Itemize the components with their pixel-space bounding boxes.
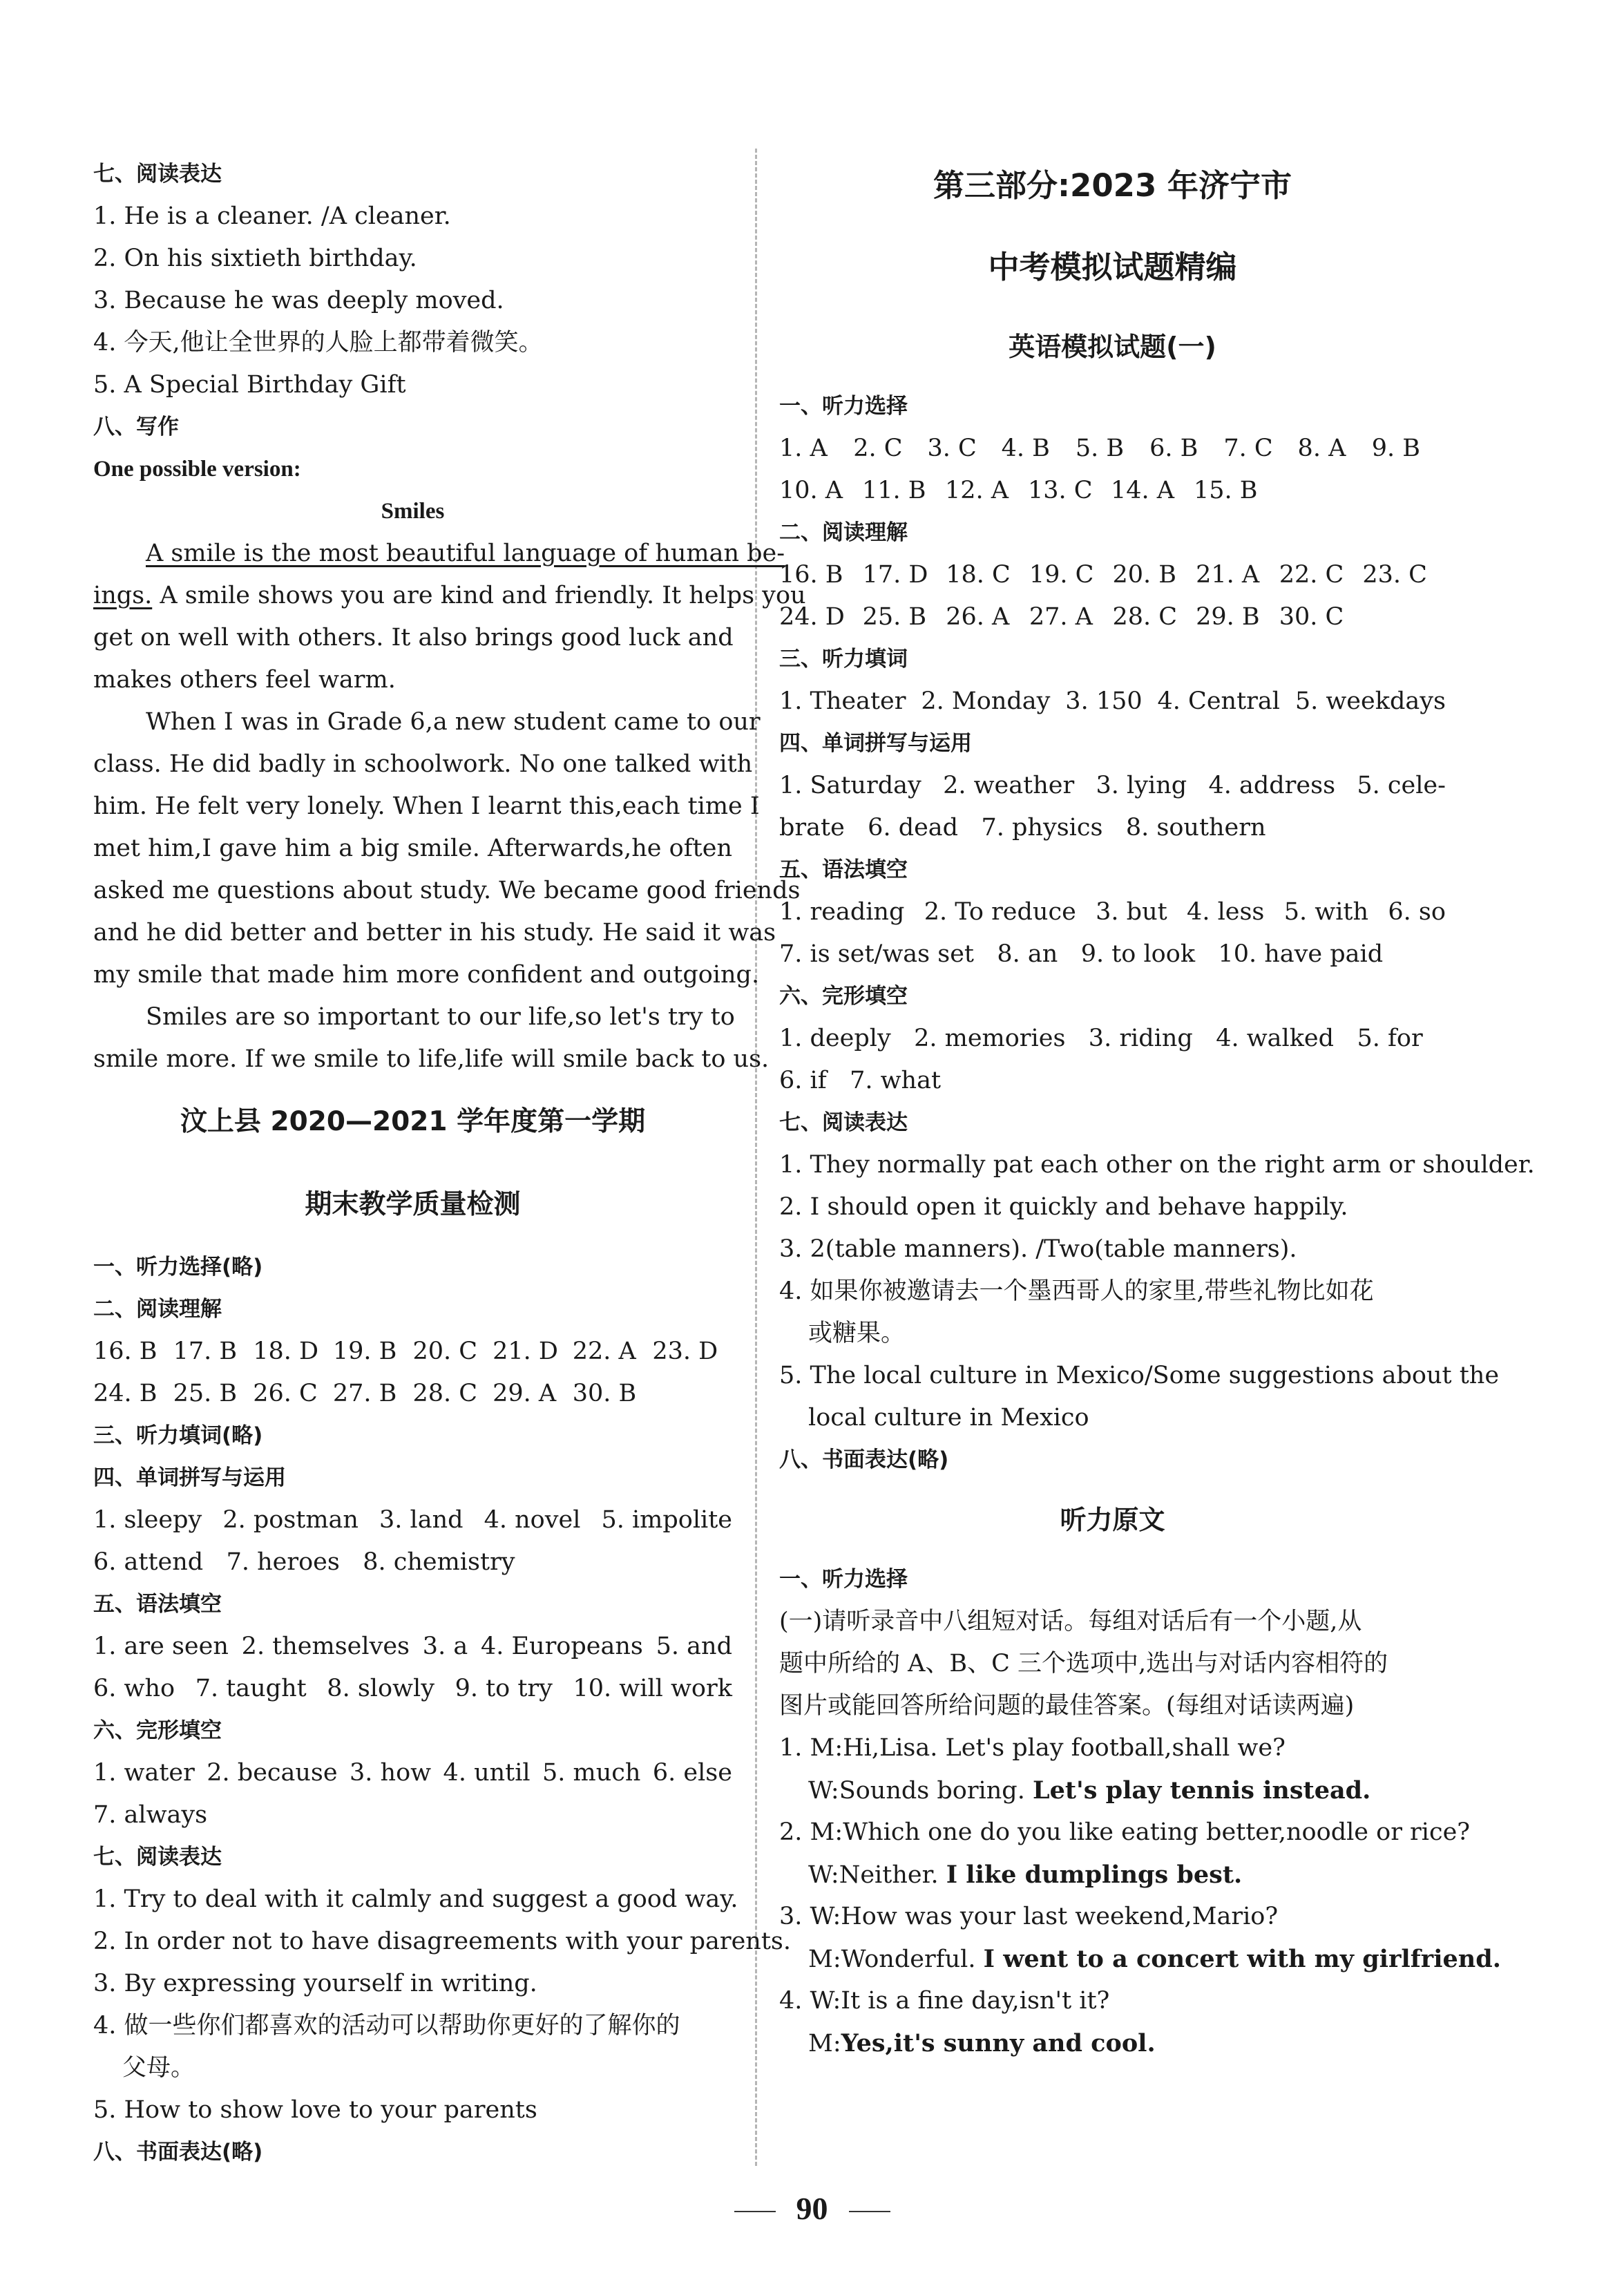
essay-text: A smile shows you are kind and friendly. It helps you (152, 582, 806, 609)
answer-row (779, 470, 1446, 512)
answer-line: 父母。 (122, 2054, 195, 2082)
answer-line: 3. Because he was deeply moved. (93, 287, 504, 314)
answer: 16. B (93, 1338, 157, 1365)
answer-row (779, 807, 1446, 849)
answer: 7. taught (195, 1675, 307, 1702)
dialogue-line: 4. W:It is a fine day,isn't it? (779, 1987, 1110, 2015)
answer: 4. walked (1216, 1025, 1335, 1052)
page-footer (0, 2190, 1624, 2227)
answer: 3. 150 (1065, 687, 1143, 715)
answer-row (779, 596, 1446, 638)
answer: 6. B (1149, 435, 1198, 462)
answer: 17. B (173, 1338, 238, 1365)
answer: 4. B (1001, 435, 1050, 462)
footer-dash (849, 2211, 890, 2212)
section-heading: 一、听力选择(略) (93, 1255, 263, 1280)
answer: 16. B (779, 561, 843, 589)
answer-row (779, 765, 1446, 807)
answer: 1. are seen (93, 1633, 229, 1660)
dialogue-line: 3. W:How was your last weekend,Mario? (779, 1903, 1279, 1930)
essay-line: Smiles are so important to our life,so let's try to (146, 1003, 735, 1031)
instruction-line: 题中所给的 A、B、C 三个选项中,选出与对话内容相符的 (779, 1650, 1388, 1677)
answer: 1. deeply (779, 1025, 891, 1052)
answer: 6. if (779, 1067, 827, 1094)
answer: 2. To reduce (924, 898, 1076, 926)
footer-dash (734, 2211, 776, 2212)
answer: 7. is set/was set (779, 940, 974, 968)
answer-line: 4. 今天,他让全世界的人脸上都带着微笑。 (93, 329, 543, 356)
answer: 27. B (332, 1380, 397, 1407)
answer: 9. to look (1080, 940, 1196, 968)
answer: 18. D (253, 1338, 319, 1365)
answer: 7. what (850, 1067, 942, 1094)
essay-line: and he did better and better in his study. He said it was (93, 919, 776, 947)
dialogue-text: W:Neither. (808, 1861, 946, 1889)
answer: 6. who (93, 1675, 175, 1702)
answer: 20. B (1112, 561, 1177, 589)
answer: 4. less (1187, 898, 1265, 926)
answer: 28. C (1112, 603, 1178, 631)
answer: 6. so (1388, 898, 1446, 926)
answer: 4. novel (484, 1506, 581, 1534)
answer-line: local culture in Mexico (808, 1404, 1089, 1432)
dialogue-line (779, 1938, 1501, 1980)
answer: 24. D (779, 603, 845, 631)
answer: 26. C (253, 1380, 318, 1407)
answer-row (93, 1626, 732, 1668)
answer: 9. to try (455, 1675, 553, 1702)
section-heading: 三、听力填词(略) (93, 1423, 263, 1448)
essay-line: asked me questions about study. We became good friends (93, 877, 801, 904)
answer: 22. A (572, 1338, 636, 1365)
section-heading: 五、语法填空 (93, 1592, 222, 1617)
answer: 3. land (379, 1506, 464, 1534)
listening-title: 听力原文 (1060, 1505, 1165, 1535)
answer-row (779, 554, 1446, 596)
section-heading: 八、写作 (93, 415, 179, 439)
instruction-line: (一)请听录音中八组短对话。每组对话后有一个小题,从 (779, 1608, 1362, 1635)
answer-line: 3. 2(table manners). /Two(table manners). (779, 1235, 1297, 1263)
answer-row (779, 428, 1446, 470)
answer-highlight: I went to a concert with my girlfriend. (983, 1945, 1501, 1973)
exam-title: 汶上县 2020—2021 学年度第一学期 (180, 1106, 646, 1137)
section-heading: 一、听力选择 (779, 394, 908, 419)
essay-line: met him,I gave him a big smile. Afterwards,he often (93, 835, 732, 862)
answer: 10. will work (573, 1675, 732, 1702)
answer: 5. cele- (1357, 772, 1446, 799)
answer: 21. D (493, 1338, 558, 1365)
section-heading: 八、书面表达(略) (779, 1447, 949, 1472)
answer: 14. A (1111, 477, 1175, 504)
answer-row (779, 933, 1446, 976)
part-subtitle: 中考模拟试题精编 (988, 249, 1237, 285)
essay-line: class. He did badly in schoolwork. No one talked with (93, 750, 753, 778)
answer: 20. C (412, 1338, 478, 1365)
answer-line: 1. Try to deal with it calmly and suggest a good way. (93, 1885, 738, 1913)
answer: 26. A (946, 603, 1010, 631)
right-column (779, 145, 1535, 2064)
answer: 8. slowly (327, 1675, 434, 1702)
answer: 29. A (493, 1380, 557, 1407)
answer: 29. B (1196, 603, 1260, 631)
dialogue-text: M: (808, 2030, 841, 2057)
answer: 10. A (779, 477, 843, 504)
answer-line: 2. On his sixtieth birthday. (93, 245, 417, 272)
answer: 7. C (1223, 435, 1273, 462)
column-divider (755, 149, 757, 2166)
exam-title: 英语模拟试题(一) (1009, 332, 1216, 362)
dialogue-line (779, 1769, 1446, 1812)
answer: 6. dead (868, 814, 959, 842)
answer-row (93, 1373, 732, 1415)
essay-line: When I was in Grade 6,a new student came to our (146, 708, 761, 736)
answer: 7. heroes (226, 1548, 340, 1576)
answer: 3. how (350, 1759, 432, 1787)
essay-line: makes others feel warm. (93, 666, 396, 694)
essay-line: get on well with others. It also brings good luck and (93, 624, 734, 652)
section-heading: 二、阅读理解 (779, 520, 908, 545)
answer-highlight: I like dumplings best. (946, 1861, 1243, 1889)
answer: 2. weather (943, 772, 1075, 799)
answer-row (779, 1018, 1446, 1060)
answer: 5. impolite (601, 1506, 732, 1534)
answer: 10. have paid (1218, 940, 1384, 968)
essay-line (93, 533, 785, 575)
answer: 27. A (1029, 603, 1093, 631)
answer-line: 5. A Special Birthday Gift (93, 371, 406, 399)
answer: 18. C (946, 561, 1011, 589)
answer: 24. B (93, 1380, 157, 1407)
page-number: 90 (796, 2191, 828, 2226)
instruction-line: 图片或能回答所给问题的最佳答案。(每组对话读两遍) (779, 1692, 1355, 1720)
answer-line: 5. The local culture in Mexico/Some suggestions about the (779, 1362, 1500, 1389)
answer-line: 3. By expressing yourself in writing. (93, 1970, 537, 1997)
dialogue-text: W:Sounds boring. (808, 1777, 1033, 1805)
answer: 1. A (779, 435, 828, 462)
answer: 15. B (1194, 477, 1258, 504)
dialogue-line (779, 1854, 1446, 1896)
section-heading: 八、书面表达(略) (93, 2140, 263, 2165)
answer: 3. riding (1088, 1025, 1193, 1052)
essay-line: smile more. If we smile to life,life will smile back to us. (93, 1045, 770, 1073)
answer-highlight: Let's play tennis instead. (1032, 1776, 1371, 1805)
answer-row (779, 891, 1446, 933)
answer: 2. postman (222, 1506, 359, 1534)
answer: 1. Saturday (779, 772, 921, 799)
answer-row (779, 1060, 1446, 1102)
answer-row (779, 681, 1446, 723)
answer-line: 1. He is a cleaner. /A cleaner. (93, 202, 451, 230)
answer-row (93, 1541, 732, 1584)
answer: 3. lying (1096, 772, 1187, 799)
answer: 23. D (652, 1338, 718, 1365)
answer: brate (779, 814, 845, 842)
answer: 5. for (1357, 1025, 1423, 1052)
section-heading: 七、阅读表达 (93, 1845, 222, 1870)
underlined-text: A smile is the most beautiful language of human be- (146, 540, 785, 567)
answer: 2. Monday (921, 687, 1051, 715)
section-heading: 一、听力选择 (779, 1567, 908, 1592)
essay-line: him. He felt very lonely. When I learnt this,each time I (93, 792, 760, 820)
answer-line: 4. 做一些你们都喜欢的活动可以帮助你更好的了解你的 (93, 2012, 680, 2039)
answer-line: 5. How to show love to your parents (93, 2096, 537, 2124)
answer: 7. physics (981, 814, 1103, 842)
answer-line: 2. In order not to have disagreements with your parents. (93, 1928, 791, 1955)
answer-row (93, 1668, 732, 1710)
section-heading: 四、单词拼写与运用 (779, 731, 972, 756)
answer: 5. much (542, 1759, 641, 1787)
answer: 8. an (997, 940, 1058, 968)
answer-highlight: Yes,it's sunny and cool. (841, 2029, 1156, 2057)
answer: 30. B (572, 1380, 637, 1407)
section-heading: 七、阅读表达 (779, 1110, 908, 1135)
answer: 9. B (1371, 435, 1421, 462)
answer: 2. memories (914, 1025, 1066, 1052)
answer-row (93, 1499, 732, 1541)
section-heading: 四、单词拼写与运用 (93, 1465, 286, 1490)
version-label: One possible version: (93, 457, 301, 482)
answer: 19. C (1029, 561, 1094, 589)
answer: 8. southern (1125, 814, 1266, 842)
answer: 6. attend (93, 1548, 204, 1576)
answer: 13. C (1028, 477, 1093, 504)
dialogue-line (779, 2022, 1446, 2064)
section-heading: 六、完形填空 (93, 1718, 222, 1743)
answer: 1. reading (779, 898, 905, 926)
answer: 21. A (1196, 561, 1260, 589)
section-heading: 六、完形填空 (779, 984, 908, 1009)
answer: 28. C (412, 1380, 478, 1407)
answer: 8. chemistry (363, 1548, 515, 1576)
answer-line: 7. always (93, 1801, 208, 1829)
dialogue-line: 1. M:Hi,Lisa. Let's play football,shall we? (779, 1734, 1286, 1762)
essay-line (93, 575, 806, 617)
answer: 1. water (93, 1759, 195, 1787)
answer-line: 1. They normally pat each other on the right arm or shoulder. (779, 1151, 1535, 1179)
answer: 23. C (1362, 561, 1427, 589)
answer: 4. Central (1157, 687, 1280, 715)
answer: 19. B (332, 1338, 397, 1365)
answer-row (93, 1752, 732, 1794)
answer: 8. A (1297, 435, 1346, 462)
answer: 3. a (422, 1633, 468, 1660)
answer: 2. C (853, 435, 903, 462)
answer: 2. themselves (241, 1633, 410, 1660)
answer: 30. C (1279, 603, 1344, 631)
answer: 17. D (862, 561, 928, 589)
section-heading: 七、阅读表达 (93, 162, 222, 187)
dialogue-line: 2. M:Which one do you like eating better,noodle or rice? (779, 1818, 1471, 1846)
answer: 6. else (652, 1759, 732, 1787)
answer: 25. B (862, 603, 927, 631)
answer: 11. B (862, 477, 926, 504)
answer-row (93, 1331, 732, 1373)
part-title: 第三部分:2023 年济宁市 (933, 167, 1292, 204)
answer: 22. C (1279, 561, 1344, 589)
section-heading: 二、阅读理解 (93, 1297, 222, 1322)
underlined-text: ings. (93, 582, 153, 609)
answer: 3. but (1096, 898, 1167, 926)
answer: 5. with (1283, 898, 1369, 926)
answer-line: 或糖果。 (808, 1320, 906, 1347)
dialogue-text: M:Wonderful. (808, 1946, 984, 1973)
section-heading: 三、听力填词 (779, 647, 908, 672)
answer: 2. because (207, 1759, 338, 1787)
answer: 4. Europeans (480, 1633, 643, 1660)
answer: 12. A (945, 477, 1009, 504)
essay-line: my smile that made him more confident and outgoing. (93, 961, 760, 989)
essay-title: Smiles (381, 499, 445, 524)
answer: 5. B (1075, 435, 1125, 462)
section-heading: 五、语法填空 (779, 857, 908, 882)
answer: 1. sleepy (93, 1506, 202, 1534)
answer: 1. Theater (779, 687, 906, 715)
answer-line: 2. I should open it quickly and behave happily. (779, 1193, 1348, 1221)
answer: 3. C (927, 435, 977, 462)
answer: 4. until (443, 1759, 531, 1787)
exam-subtitle: 期末教学质量检测 (305, 1189, 521, 1220)
answer: 5. and (656, 1633, 732, 1660)
answer: 25. B (173, 1380, 238, 1407)
answer-line: 4. 如果你被邀请去一个墨西哥人的家里,带些礼物比如花 (779, 1277, 1374, 1305)
answer: 4. address (1208, 772, 1336, 799)
answer: 5. weekdays (1295, 687, 1446, 715)
